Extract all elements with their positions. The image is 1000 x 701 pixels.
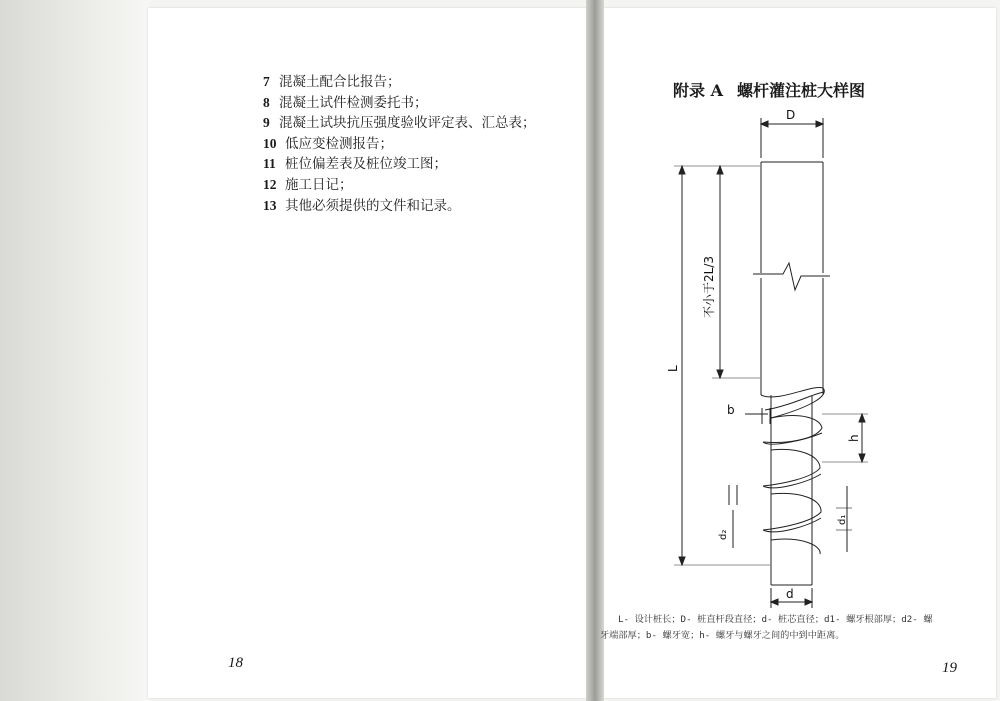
label-D: D	[786, 108, 796, 122]
break-symbol	[753, 263, 830, 290]
caption-line: L- 设计桩长；D- 桩直杆段直径；d- 桩芯直径；d1- 螺牙根部厚；d2- 螺	[618, 614, 933, 625]
figure-caption	[600, 612, 992, 644]
arrow-head	[761, 121, 768, 127]
arrow-head	[679, 166, 685, 174]
list-item: 7 混凝土配合比报告；	[263, 74, 401, 90]
arrow-head	[816, 121, 823, 127]
arrow-head	[717, 370, 723, 378]
appendix-heading: 螺杆灌注桩大样图	[737, 81, 866, 100]
list-item: 8 混凝土试件检测委托书；	[263, 94, 428, 111]
arrow-head	[679, 557, 685, 565]
arrow-head	[805, 599, 812, 605]
label-d1: d₁	[837, 514, 848, 525]
label-h: h	[847, 434, 861, 442]
arrow-head	[859, 414, 865, 422]
list-item: 13 其他必须提供的文件和记录。	[263, 197, 461, 214]
page-number-right: 19	[942, 660, 957, 676]
arrow-head	[771, 599, 778, 605]
label-d2: d₂	[718, 529, 729, 540]
list-item: 12 施工日记；	[263, 176, 353, 193]
list-item: 11 桩位偏差表及桩位竣工图；	[263, 156, 447, 173]
label-d: d	[786, 587, 794, 601]
label-two-thirds-L: 不小于2L/3	[702, 256, 716, 318]
appendix-label: 附录 A	[673, 81, 723, 100]
arrow-head	[859, 454, 865, 462]
list-item: 9 混凝土试块抗压强度验收评定表、汇总表；	[263, 115, 536, 132]
label-L: L	[666, 365, 680, 372]
label-b: b	[727, 403, 735, 417]
list-item: 10 低应变检测报告；	[263, 135, 393, 152]
page-number-left: 18	[228, 655, 243, 671]
caption-line: 牙端部厚；b- 螺牙宽；h- 螺牙与螺牙之间的中到中距离。	[600, 630, 845, 641]
arrow-head	[717, 166, 723, 174]
